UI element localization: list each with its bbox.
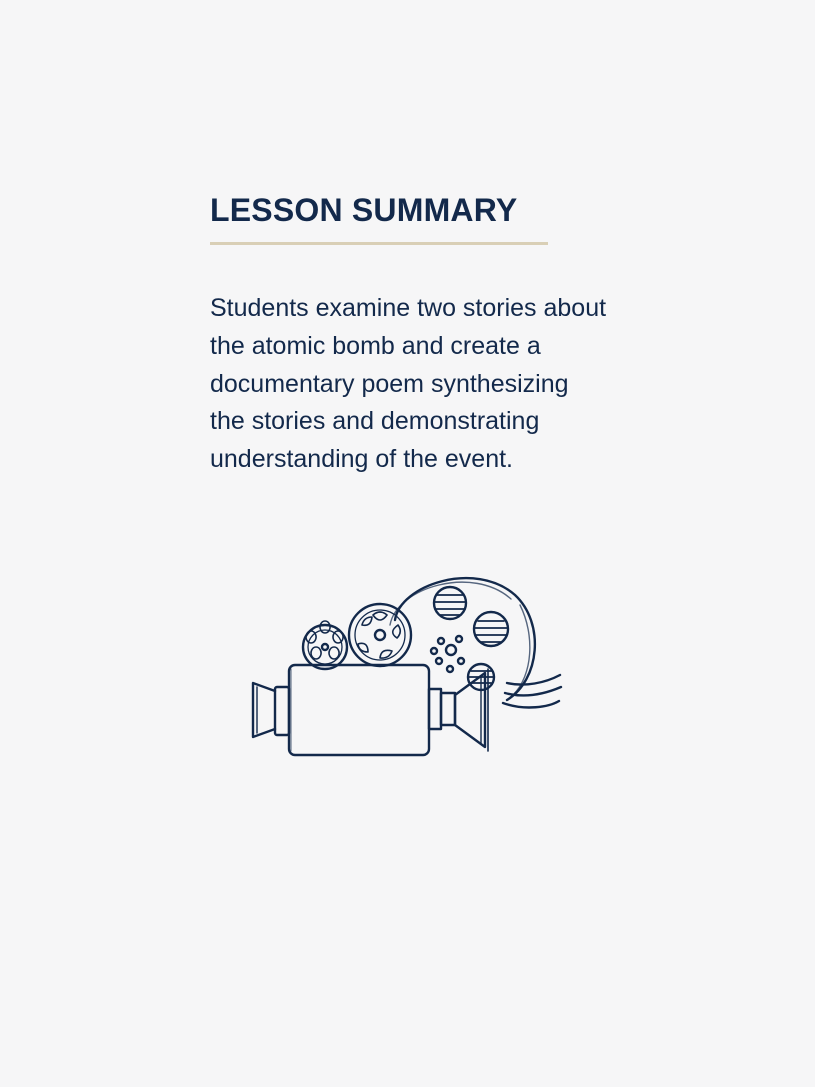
page-title: LESSON SUMMARY <box>210 192 518 228</box>
medium-reel <box>349 604 411 666</box>
camera-body <box>253 665 488 755</box>
film-strip <box>503 675 561 707</box>
film-camera-icon <box>245 565 570 765</box>
small-reel <box>303 621 347 669</box>
lesson-summary-text: Students examine two stories about the atomic bomb and create a documentary poem synthesizing the stories and demonstrating understanding of the event. <box>210 294 607 474</box>
title-divider <box>210 242 548 245</box>
